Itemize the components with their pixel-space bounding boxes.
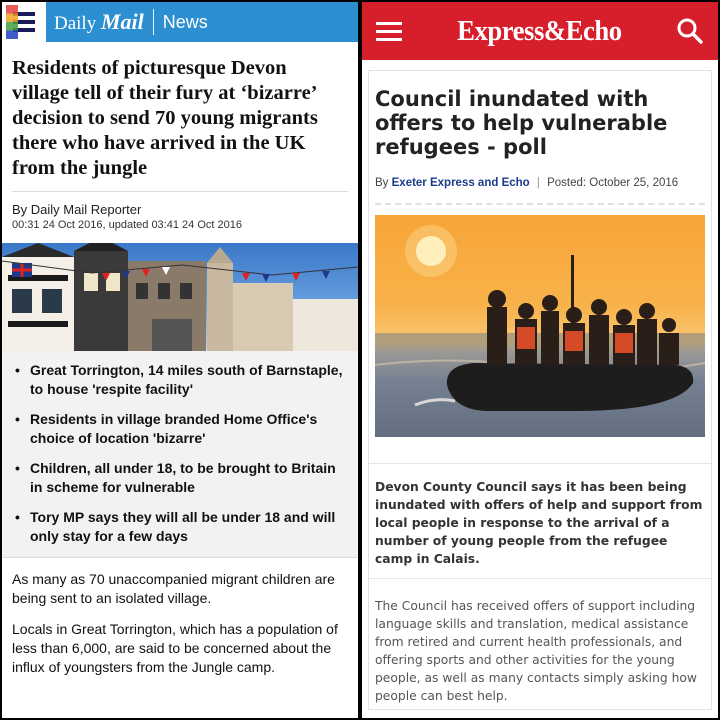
summary-bullets <box>2 351 358 558</box>
section-link-news[interactable]: News <box>162 11 208 32</box>
express-echo-logo[interactable]: Express&Echo <box>456 14 622 47</box>
header-divider <box>153 9 154 35</box>
dashed-divider <box>375 203 705 205</box>
standfirst: Devon County Council says it has been being inundated with offers of help and support from local people in response to the arrival of a number of young people from the refugee camp in Calais. <box>369 463 711 579</box>
daily-mail-logo[interactable] <box>54 9 144 35</box>
menu-button[interactable] <box>2 2 46 42</box>
byline-prefix: By <box>375 177 389 189</box>
article-headline: Council inundated with offers to help vulnerable refugees - poll <box>375 87 668 159</box>
logo-brand: Mail <box>100 9 144 34</box>
posted-date: Posted: October 25, 2016 <box>547 177 679 189</box>
article-headline: Residents of picturesque Devon village tell of their fury at ‘bizarre’ decision to send 70 young migrants there who have arrived in the UK from the jungle <box>12 57 318 179</box>
flag-stripe <box>6 5 18 39</box>
paragraph: Locals in Great Torrington, which has a population of less than 6,000, are said to be concerned about the influx of youngsters from the Jungle camp. <box>12 621 338 675</box>
author-link[interactable]: Exeter Express and Echo <box>391 177 530 189</box>
search-icon[interactable] <box>676 17 704 45</box>
byline <box>369 159 711 189</box>
boat-photo <box>375 215 705 437</box>
village-photo <box>2 243 358 351</box>
bullet-item: • Residents in village branded Home Office's choice of location 'bizarre' <box>12 410 348 447</box>
paragraph: As many as 70 unaccompanied migrant children are being sent to an isolated village. <box>12 571 335 606</box>
bullet-item: • Tory MP says they will all be under 18 and will only stay for a few days <box>12 508 348 545</box>
byline: By Daily Mail Reporter <box>12 202 142 217</box>
express-echo-header <box>362 2 718 60</box>
byline-separator: | <box>536 177 540 189</box>
timestamp: 00:31 24 Oct 2016, updated 03:41 24 Oct 2016 <box>12 219 242 231</box>
article-body: The Council has received offers of support including language skills and translation, medical assistance from retired and current health professionals, and offering sports and other activities for the young people, as well as many contacts simply asking how people can best help. <box>375 599 697 703</box>
daily-mail-panel <box>2 2 358 718</box>
logo-prefix: Daily <box>54 13 97 34</box>
article-card <box>368 70 712 710</box>
article-body <box>2 558 358 701</box>
bullet-item: • Children, all under 18, to be brought to Britain in scheme for vulnerable <box>12 459 348 496</box>
bullet-item: • Great Torrington, 14 miles south of Barnstaple, to house 'respite facility' <box>12 361 348 398</box>
express-echo-panel <box>362 2 718 718</box>
daily-mail-header <box>2 2 358 42</box>
menu-icon[interactable] <box>376 22 402 41</box>
